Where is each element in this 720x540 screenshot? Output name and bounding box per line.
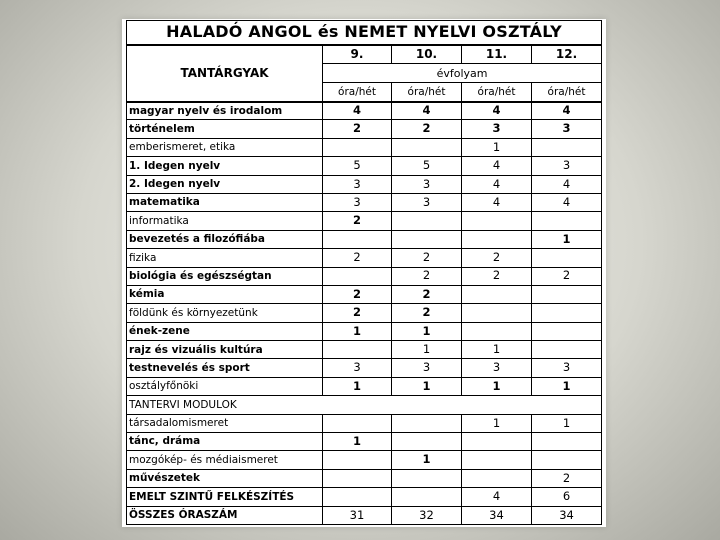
hours-cell: 31 <box>323 506 392 524</box>
subject-name: kémia <box>127 285 323 303</box>
table-row <box>127 175 602 193</box>
hours-cell <box>532 451 602 469</box>
hours-cell: 1 <box>323 322 392 340</box>
hours-cell <box>323 469 392 487</box>
hours-cell <box>462 304 532 322</box>
hours-cell: 3 <box>462 120 532 138</box>
table-row <box>127 193 602 211</box>
hours-cell: 2 <box>323 249 392 267</box>
hours-cell <box>462 433 532 451</box>
hours-cell <box>392 488 462 506</box>
subject-name: bevezetés a filozófiába <box>127 230 323 248</box>
subject-name: történelem <box>127 120 323 138</box>
table-row <box>127 451 602 469</box>
hours-cell <box>532 285 602 303</box>
hours-cell: 4 <box>323 102 392 120</box>
hours-cell: 3 <box>323 359 392 377</box>
table-row <box>127 285 602 303</box>
subject-name: osztályfőnöki <box>127 377 323 395</box>
curriculum-table <box>126 20 602 525</box>
hours-cell <box>532 433 602 451</box>
hours-cell: 1 <box>323 377 392 395</box>
hours-cell: 1 <box>462 341 532 359</box>
hours-cell: 2 <box>323 304 392 322</box>
hours-cell: 3 <box>532 157 602 175</box>
hours-cell: 1 <box>462 414 532 432</box>
hours-cell <box>532 138 602 156</box>
subject-name: 1. Idegen nyelv <box>127 157 323 175</box>
hours-cell <box>392 414 462 432</box>
hours-cell: 1 <box>392 451 462 469</box>
hours-cell: 1 <box>532 230 602 248</box>
hours-cell: 2 <box>392 267 462 285</box>
hours-cell: 3 <box>462 359 532 377</box>
hours-cell <box>532 341 602 359</box>
hours-cell: 1 <box>532 377 602 395</box>
hours-cell <box>532 212 602 230</box>
table-row <box>127 120 602 138</box>
grade-9-header: 9. <box>323 45 392 64</box>
hours-cell <box>462 322 532 340</box>
table-title: HALADÓ ANGOL és NEMET NYELVI OSZTÁLY <box>127 21 602 45</box>
hours-cell: 5 <box>323 157 392 175</box>
hours-cell: 34 <box>532 506 602 524</box>
hours-cell: 2 <box>532 267 602 285</box>
subject-name: biológia és egészségtan <box>127 267 323 285</box>
subjects-header: TANTÁRGYAK <box>127 45 323 102</box>
subject-name: magyar nyelv és irodalom <box>127 102 323 120</box>
hours-cell: 1 <box>323 433 392 451</box>
subject-name: informatika <box>127 212 323 230</box>
subject-name: ének-zene <box>127 322 323 340</box>
grade-12-header: 12. <box>532 45 602 64</box>
hours-cell: 3 <box>532 359 602 377</box>
table-row <box>127 341 602 359</box>
hours-cell <box>323 414 392 432</box>
hours-cell: 3 <box>392 175 462 193</box>
hours-cell <box>462 212 532 230</box>
hours-cell <box>323 267 392 285</box>
hours-cell: 4 <box>462 157 532 175</box>
hours-cell: 32 <box>392 506 462 524</box>
hours-cell <box>392 469 462 487</box>
table-row <box>127 304 602 322</box>
hours-cell: 3 <box>392 359 462 377</box>
table-row <box>127 469 602 487</box>
subject-name: mozgókép- és médiaismeret <box>127 451 323 469</box>
hours-cell: 1 <box>392 377 462 395</box>
subject-name: tánc, dráma <box>127 433 323 451</box>
table-row <box>127 488 602 506</box>
hours-cell: 4 <box>462 488 532 506</box>
table-row <box>127 230 602 248</box>
table-row <box>127 322 602 340</box>
hours-cell <box>462 230 532 248</box>
hours-cell: 2 <box>532 469 602 487</box>
subject-name: művészetek <box>127 469 323 487</box>
hours-cell <box>323 451 392 469</box>
hours-cell: 1 <box>462 377 532 395</box>
hours-cell: 2 <box>392 304 462 322</box>
hours-cell: 6 <box>532 488 602 506</box>
hours-cell: 2 <box>462 249 532 267</box>
unit-header-12: óra/hét <box>532 83 602 102</box>
hours-cell <box>462 285 532 303</box>
hours-cell: 2 <box>323 285 392 303</box>
hours-cell: 2 <box>323 120 392 138</box>
subject-name: 2. Idegen nyelv <box>127 175 323 193</box>
hours-cell: 4 <box>532 102 602 120</box>
hours-cell: 2 <box>392 120 462 138</box>
hours-cell <box>323 138 392 156</box>
hours-cell: 2 <box>323 212 392 230</box>
hours-cell <box>462 451 532 469</box>
table-row <box>127 157 602 175</box>
grade-11-header: 11. <box>462 45 532 64</box>
hours-cell: 4 <box>532 193 602 211</box>
hours-cell <box>532 304 602 322</box>
document-sheet <box>122 19 606 527</box>
subject-name: testnevelés és sport <box>127 359 323 377</box>
hours-cell <box>462 469 532 487</box>
table-row <box>127 249 602 267</box>
subject-name: ÖSSZES ÓRASZÁM <box>127 506 323 524</box>
table-row <box>127 212 602 230</box>
subject-name: rajz és vizuális kultúra <box>127 341 323 359</box>
subject-name: földünk és környezetünk <box>127 304 323 322</box>
table-row <box>127 396 602 414</box>
hours-cell: 3 <box>323 175 392 193</box>
hours-cell: 1 <box>392 322 462 340</box>
hours-cell: 1 <box>392 341 462 359</box>
hours-cell <box>392 230 462 248</box>
hours-cell: 4 <box>462 102 532 120</box>
hours-cell <box>392 212 462 230</box>
hours-cell <box>532 249 602 267</box>
table-row <box>127 359 602 377</box>
subject-name: fizika <box>127 249 323 267</box>
table-row <box>127 433 602 451</box>
hours-cell: 4 <box>532 175 602 193</box>
hours-cell <box>532 322 602 340</box>
hours-cell: 4 <box>462 175 532 193</box>
hours-cell: 5 <box>392 157 462 175</box>
hours-cell: 4 <box>392 102 462 120</box>
hours-cell: 34 <box>462 506 532 524</box>
hours-cell <box>323 341 392 359</box>
subject-name: társadalomismeret <box>127 414 323 432</box>
hours-cell: 3 <box>392 193 462 211</box>
table-row <box>127 414 602 432</box>
table-body <box>127 102 602 525</box>
unit-header-11: óra/hét <box>462 83 532 102</box>
hours-cell <box>323 488 392 506</box>
table-row <box>127 138 602 156</box>
unit-header-10: óra/hét <box>392 83 462 102</box>
subject-name: TANTERVI MODULOK <box>127 396 602 414</box>
unit-header-9: óra/hét <box>323 83 392 102</box>
subject-name: emberismeret, etika <box>127 138 323 156</box>
evfolyam-header: évfolyam <box>323 64 602 83</box>
hours-cell: 3 <box>532 120 602 138</box>
hours-cell: 1 <box>462 138 532 156</box>
hours-cell: 2 <box>462 267 532 285</box>
grade-10-header: 10. <box>392 45 462 64</box>
subject-name: matematika <box>127 193 323 211</box>
hours-cell <box>392 138 462 156</box>
hours-cell <box>323 230 392 248</box>
table-row <box>127 506 602 524</box>
hours-cell: 2 <box>392 249 462 267</box>
hours-cell: 3 <box>323 193 392 211</box>
hours-cell: 4 <box>462 193 532 211</box>
hours-cell: 2 <box>392 285 462 303</box>
table-row <box>127 377 602 395</box>
table-row <box>127 267 602 285</box>
hours-cell: 1 <box>532 414 602 432</box>
subject-name: EMELT SZINTŰ FELKÉSZÍTÉS <box>127 488 323 506</box>
table-row <box>127 102 602 120</box>
hours-cell <box>392 433 462 451</box>
